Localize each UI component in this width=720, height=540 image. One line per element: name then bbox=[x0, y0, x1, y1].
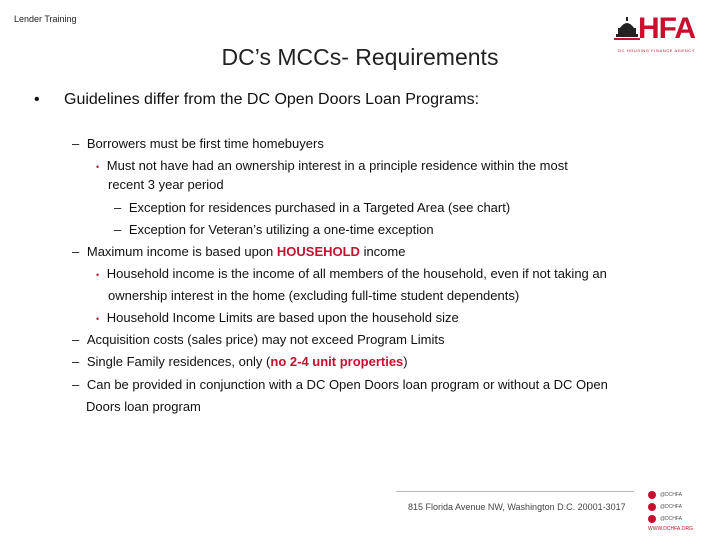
list-item: • Household Income Limits are based upon the household size bbox=[96, 310, 459, 325]
list-item: – Can be provided in conjunction with a DC Open Doors loan program or without a DC Open bbox=[72, 377, 608, 392]
bullet-icon: • bbox=[96, 270, 100, 280]
list-item: – Exception for Veteran’s utilizing a one-time exception bbox=[114, 222, 434, 237]
footer-address: 815 Florida Avenue NW, Washington D.C. 20001-3017 bbox=[408, 502, 626, 512]
list-item: • Must not have had an ownership interest in a principle residence within the most bbox=[96, 158, 568, 173]
twitter-icon bbox=[648, 503, 656, 511]
social-facebook[interactable]: @DCHFA bbox=[648, 489, 708, 500]
logo-text: HFA bbox=[638, 12, 695, 45]
dash-icon: – bbox=[72, 332, 80, 347]
unit-properties-highlight: no 2-4 unit properties bbox=[270, 354, 404, 369]
website-link[interactable]: WWW.DCHFA.ORG bbox=[648, 526, 693, 532]
intro-bullet bbox=[34, 91, 479, 109]
household-highlight: HOUSEHOLD bbox=[276, 244, 360, 259]
list-item: – Borrowers must be first time homebuyers bbox=[72, 136, 324, 151]
bullet-icon: • bbox=[96, 162, 100, 172]
list-item: • Household income is the income of all members of the household, even if not taking an bbox=[96, 266, 607, 281]
list-item: – Acquisition costs (sales price) may not exceed Program Limits bbox=[72, 332, 445, 347]
page-title: DC’s MCCs- Requirements bbox=[221, 44, 499, 70]
list-item-continuation: ownership interest in the home (excluding full-time student dependents) bbox=[108, 288, 520, 303]
list-item-continuation: recent 3 year period bbox=[108, 177, 224, 192]
bullet-icon: • bbox=[96, 314, 100, 324]
dash-icon: – bbox=[114, 200, 122, 215]
social-twitter[interactable]: @DCHFA bbox=[648, 501, 708, 512]
social-links bbox=[648, 489, 708, 532]
dash-icon: – bbox=[72, 136, 80, 151]
instagram-icon bbox=[648, 515, 656, 523]
bullet-icon: • bbox=[34, 91, 40, 108]
dash-icon: – bbox=[114, 222, 122, 237]
capitol-dome-icon bbox=[614, 16, 640, 42]
facebook-icon bbox=[648, 491, 656, 499]
list-item: – Exception for residences purchased in a Targeted Area (see chart) bbox=[114, 200, 511, 215]
list-item-continuation: Doors loan program bbox=[86, 399, 201, 414]
dash-icon: – bbox=[72, 354, 80, 369]
dash-icon: – bbox=[72, 244, 80, 259]
dash-icon: – bbox=[72, 377, 80, 392]
logo-tagline: DC HOUSING FINANCE AGENCY bbox=[618, 48, 696, 53]
list-item: – Single Family residences, only (no 2-4 unit properties) bbox=[72, 354, 408, 369]
footer-divider bbox=[396, 491, 634, 492]
lender-training-label: Lender Training bbox=[14, 14, 77, 24]
list-item: – Maximum income is based upon HOUSEHOLD income bbox=[72, 244, 406, 259]
intro-text: Guidelines differ from the DC Open Doors Loan Programs: bbox=[64, 91, 480, 108]
social-instagram[interactable]: @DCHFA bbox=[648, 513, 708, 524]
